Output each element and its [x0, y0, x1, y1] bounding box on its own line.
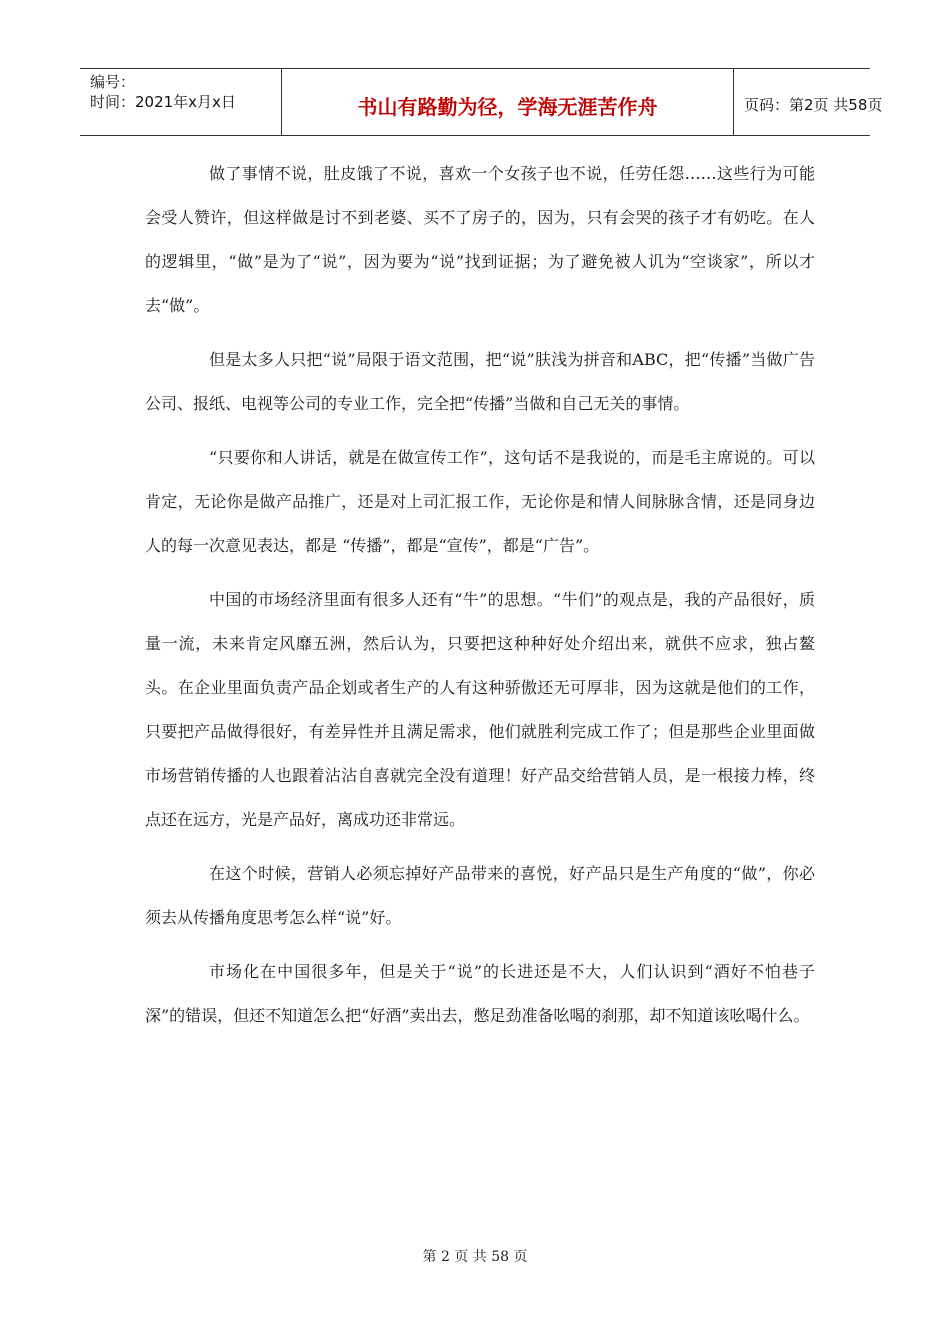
- paragraph: “只要你和人讲话，就是在做宣传工作”，这句话不是我说的，而是毛主席说的。可以肯定，无论你是做产品推广，还是对上司汇报工作，无论你是和情人间脉脉含情，还是同身边人的每一次意见表达，都是 “传播”，都是“宣传”，都是“广告”。: [145, 448, 815, 555]
- header-meta: [80, 69, 282, 135]
- paragraph: 但是太多人只把“说”局限于语文范围，把“说”肤浅为拼音和ABC，把“传播”当做广告公司、报纸、电视等公司的专业工作，完全把“传播”当做和自己无关的事情。: [145, 350, 815, 413]
- document-body: [145, 152, 815, 1048]
- document-header: [80, 68, 883, 136]
- paragraph: 做了事情不说，肚皮饿了不说，喜欢一个女孩子也不说，任劳任怨……这些行为可能会受人赞许，但这样做是讨不到老婆、买不了房子的，因为，只有会哭的孩子才有奶吃。在人的逻辑里，“做”是为了“说”，因为要为“说”找到证据；为了避免被人讥为“空谈家”，所以才去“做”。: [145, 164, 815, 315]
- header-page-info: 页码：第2页 共58页: [744, 95, 883, 114]
- paragraph: 在这个时候，营销人必须忘掉好产品带来的喜悦，好产品只是生产角度的“做”，你必须去从传播角度思考怎么样“说”好。: [145, 864, 815, 927]
- page-footer: 第 2 页 共 58 页: [422, 1249, 528, 1265]
- document-number-label: 编号：: [90, 73, 136, 91]
- document-date-label: 时间：2021年x月x日: [90, 93, 236, 111]
- paragraph: 市场化在中国很多年，但是关于“说”的长进还是不大，人们认识到“酒好不怕巷子深”的错误，但还不知道怎么把“好酒”卖出去，憋足劲准备吆喝的刹那，却不知道该吆喝什么。: [145, 962, 815, 1025]
- header-motto: 书山有路勤为径，学海无涯苦作舟: [282, 69, 734, 135]
- paragraph: 中国的市场经济里面有很多人还有“牛”的思想。“牛们”的观点是，我的产品很好，质量一流，未来肯定风靡五洲，然后认为，只要把这种种好处介绍出来，就供不应求，独占鳌头。在企业里面负责产品企划或者生产的人有这种骄傲还无可厚非，因为这就是他们的工作，只要把产品做得很好，有差异性并且满足需求，他们就胜利完成工作了；但是那些企业里面做市场营销传播的人也跟着沾沾自喜就完全没有道理！好产品交给营销人员，是一根接力棒，终点还在远方，光是产品好，离成功还非常远。: [145, 590, 815, 829]
